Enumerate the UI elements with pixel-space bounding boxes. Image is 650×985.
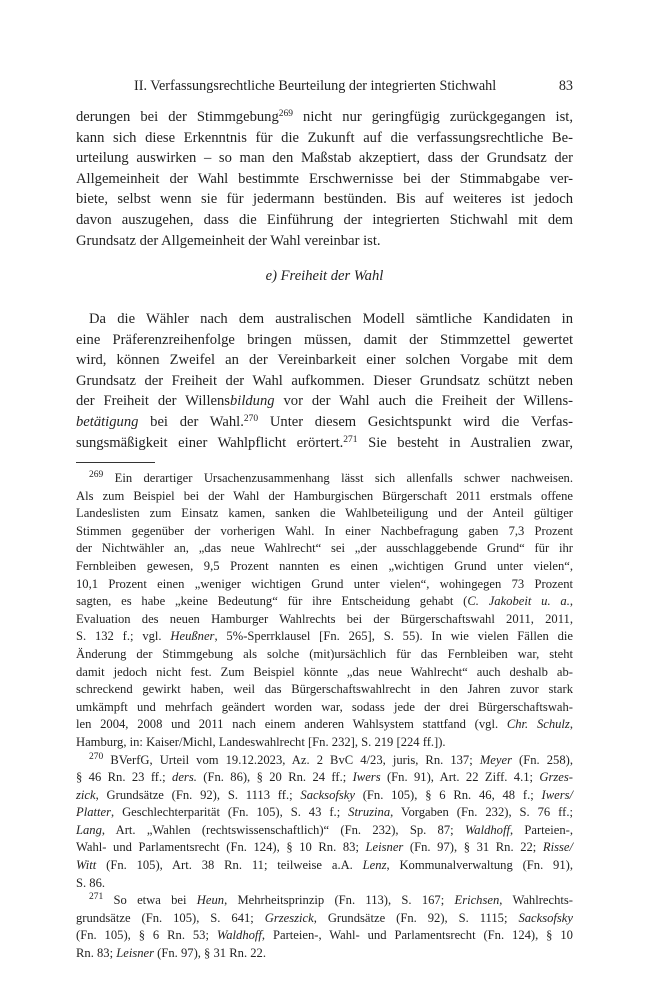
text-line: Evaluation des neuen Hamburger Wahlrechts bei der Bürgerschaftswahl 2011, 2011, (76, 611, 573, 626)
text-line: Stimmen gegenüber der vorherigen Wahl. In einer Nachbefragung gaben 7,3 Prozent (76, 523, 573, 538)
text-line (76, 910, 573, 928)
text-line: Landeslisten zum Einsatz kamen, sanken die Wahlbeteiligung und der Anteil gültiger (76, 506, 573, 521)
text-line (76, 412, 573, 433)
page-number: 83 (558, 78, 573, 94)
emphasis: Sacksofsky (300, 787, 355, 802)
text-line: schreckend gewirkt haben, weil das Bürgerschaftswahlrecht in den Jahren zuvor stark (76, 682, 573, 697)
text-run: , Parteien-, Wahl- und Parlamentsrecht (Fn. 124), § 10 (261, 928, 573, 943)
emphasis: Lenz (362, 858, 387, 873)
emphasis: Meyer (479, 752, 512, 767)
footnote-number: 269 (89, 470, 104, 480)
emphasis: Platter (76, 805, 111, 820)
text-line (76, 804, 573, 822)
emphasis: Iwers (352, 770, 381, 785)
emphasis: zick (76, 787, 96, 802)
text-line (76, 945, 573, 963)
text-run: , Kommunalverwaltung (Fn. 91), (386, 858, 573, 873)
emphasis: Grzes- (539, 770, 573, 785)
text-line (76, 716, 573, 734)
text-run: Wahl- und Parlamentsrecht (Fn. 124), § 10 Rn. 83; (76, 840, 366, 855)
text-line: der Nichtwähler an, „das neue Wahlrecht“ sei „der ausschlaggebende Grund“ für ihr (76, 541, 573, 556)
text-line (76, 391, 573, 412)
text-run: So etwa bei (103, 893, 197, 908)
running-head (76, 77, 573, 95)
text-run: sungsmäßigkeit einer Wahlpflicht erörtert. (76, 434, 344, 451)
text-run: vor der Wahl auch die Freiheit der Willens- (274, 393, 573, 410)
text-line: umkämpft und mehrfach geändert worden war, sodass jede der drei Bürgerschaftswah- (76, 699, 573, 714)
text-line: biete, selbst wenn sie für jedermann bestünden. Bis auf weiteres ist jedoch (76, 191, 573, 208)
footnote-271-line (76, 892, 573, 910)
emphasis: Erichsen (454, 893, 500, 908)
footnote-number: 271 (89, 892, 104, 903)
emphasis: Leisner (365, 840, 404, 855)
text-run: bei der Wahl. (138, 413, 244, 430)
text-line (76, 433, 573, 454)
emphasis: Waldhoff (216, 928, 262, 943)
emphasis: Waldhoff (464, 822, 510, 837)
text-line (76, 769, 573, 787)
footnotes (76, 470, 573, 963)
text-run: , Geschlechterparität (Fn. 105), S. 43 f.; (110, 805, 349, 820)
text-run: len 2004, 2008 und 2011 nach einem anderen Wahlsystem stattfand (vgl. (76, 717, 507, 732)
text-run: , (569, 594, 574, 609)
text-run: § 46 Rn. 23 ff.; (76, 770, 173, 785)
text-line: S. 86. (76, 875, 106, 890)
emphasis: Lang (76, 822, 102, 837)
emphasis: Struzina (348, 805, 391, 820)
emphasis: Sacksofsky (518, 910, 573, 925)
footnote-number: 270 (89, 751, 104, 762)
text-run: (Fn. 91), Art. 22 Ziff. 4.1; (380, 770, 540, 785)
emphasis: Chr. Schulz (506, 717, 570, 732)
text-run: S. 132 f.; vgl. (76, 629, 171, 644)
text-line (76, 787, 573, 805)
text-line: damit jedoch nicht fest. Zum Beispiel könnte „das neue Wahlrecht“ auch deshalb ab- (76, 664, 573, 679)
running-head-title: II. Verfassungsrechtliche Beurteilung der integrierten Stichwahl (134, 78, 497, 94)
text-line: davon auszugehen, dass die Einführung der integrierten Stichwahl mit dem (76, 211, 573, 228)
text-line (76, 593, 573, 611)
text-line: Änderung der Stimmgebung als solche (mit)ursächlich für das Fernbleiben war, steht (76, 646, 573, 661)
text-line: Da die Wähler nach dem australischen Modell sämtliche Kandidaten in (89, 311, 573, 327)
emphasis: Heußner (170, 629, 215, 644)
text-run: (Fn. 105), § 6 Rn. 53; (76, 928, 217, 943)
text-line: kann sich diese Erkenntnis für die Zukunft auf die verfassungsrechtliche Be- (76, 129, 573, 146)
text-run: Unter diesem Gesichtspunkt wird die Verfas- (258, 413, 573, 430)
footnote-ref-271[interactable]: 271 (343, 434, 358, 445)
emphasis: Leisner (116, 946, 155, 961)
text-run: (Fn. 105), § 6 Rn. 46, 48 f.; (354, 787, 542, 802)
emphasis: ders. (172, 770, 197, 785)
text-run: Sie besteht in Australien zwar, (357, 434, 574, 451)
text-run: Ein derartiger Ursachenzusammenhang lässt sich allenfalls schwer nachweisen. (103, 471, 573, 485)
text-run: , Wahlrechts- (499, 893, 573, 908)
text-run: (Fn. 97), § 31 Rn. 22. (154, 946, 266, 961)
text-run: , 5%-Sperrklausel [Fn. 265], S. 55). In wie vielen Fällen die (214, 629, 573, 644)
emphasis: Risse/ (542, 840, 573, 855)
text-run: grundsätze (Fn. 105), S. 641; (76, 910, 265, 925)
text-line (76, 822, 573, 840)
text-line: Allgemeinheit der Wahl bestimmte Erschwernisse bei der Stimmabgabe ver- (76, 170, 573, 187)
text-run: , Vorgaben (Fn. 232), S. 76 ff.; (390, 805, 573, 820)
text-line (76, 839, 573, 857)
emphasis: betätigung (76, 413, 139, 430)
text-line: Als zum Beispiel bei der Wahl der Hamburgischen Bürgerschaft 2011 erstmals offene (76, 488, 573, 503)
text-run: (Fn. 258), (511, 752, 573, 767)
footnote-ref-269[interactable]: 269 (278, 109, 294, 119)
text-line: 10,1 Prozent einen „weniger wichtigen Grund unter vielen“, wohingegen 73 Prozent (76, 576, 573, 591)
text-run: sagten, es habe „keine Bedeutung“ für ihre Entscheidung gehabt ( (76, 594, 468, 609)
text-run: , (569, 717, 573, 732)
text-run: (Fn. 105), Art. 38 Rn. 11; teilweise a.A. (96, 858, 363, 873)
text-line: wird, können Zweifel an der Vereinbarkeit einer solchen Vorgabe mit dem (76, 352, 573, 369)
emphasis: C. Jakobeit u. a. (467, 594, 570, 609)
text-line (76, 107, 573, 128)
emphasis: Iwers/ (541, 787, 574, 802)
paragraph-freiheit (76, 309, 573, 453)
paragraph-allgemeinheit (76, 107, 573, 251)
footnote-separator (76, 462, 155, 463)
text-line: Fernbleiben gewesen, 9,5 Prozent nannten es einen „wichtigen Grund unter vielen“, (76, 558, 573, 573)
emphasis: bildung (229, 393, 275, 410)
text-run: , Mehrheitsprinzip (Fn. 113), S. 167; (224, 893, 455, 908)
footnote-270-line (76, 752, 573, 770)
text-line (76, 857, 573, 875)
text-run: , Art. „Wahlen (rechtswissenschaftlich)“ (Fn. 232), Sp. 87; (101, 822, 465, 837)
text-run: derungen bei der Stimmgebung (76, 109, 279, 125)
emphasis: Witt (76, 858, 97, 873)
text-run: , Parteien-, (509, 822, 573, 837)
text-line: urteilung auswirken – so man den Maßstab akzeptiert, dass der Grundsatz der (76, 150, 573, 167)
text-line (76, 927, 573, 945)
text-run: , Grundsätze (Fn. 92), S. 1115; (313, 910, 519, 925)
text-line: eine Präferenzreihenfolge bringen müssen, damit der Stimmzettel gewertet (76, 331, 573, 348)
footnote-269-line (76, 470, 573, 488)
text-run: nicht nur geringfügig zurückgegangen ist, (293, 109, 573, 125)
text-run: (Fn. 86), § 20 Rn. 24 ff.; (196, 770, 353, 785)
section-heading: e) Freiheit der Wahl (265, 268, 384, 284)
text-run: BVerfG, Urteil vom 19.12.2023, Az. 2 BvC 4/23, juris, Rn. 137; (103, 752, 480, 767)
text-run: der Freiheit der Willens (76, 393, 230, 410)
text-line (76, 628, 573, 646)
footnote-ref-270[interactable]: 270 (243, 413, 259, 424)
text-run: Rn. 83; (76, 946, 117, 961)
text-line: Hamburg, in: Kaiser/Michl, Landeswahlrecht [Fn. 232], S. 219 [224 ff.]). (76, 734, 446, 749)
text-line: Grundsatz der Allgemeinheit der Wahl vereinbar ist. (76, 232, 381, 249)
emphasis: Grzeszick (264, 910, 314, 925)
text-run: , Grundsätze (Fn. 92), S. 1113 ff.; (95, 787, 301, 802)
emphasis: Heun (196, 893, 225, 908)
text-run: (Fn. 97), § 31 Rn. 22; (403, 840, 543, 855)
text-line: Grundsatz der Freiheit der Wahl aufkommen. Dieser Grundsatz schützt neben (76, 372, 573, 389)
